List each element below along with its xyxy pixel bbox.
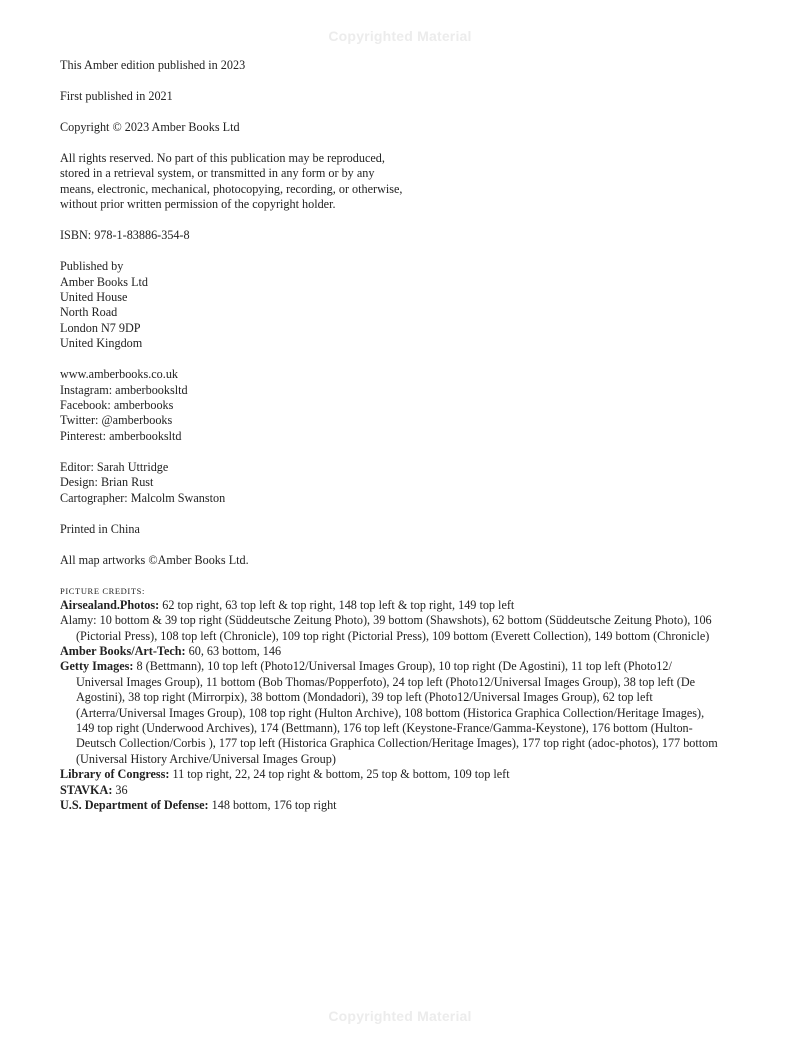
credit-text: 11 top right, 22, 24 top right & bottom, 25 top & bottom, 109 top left: [169, 767, 510, 782]
watermark-top: Copyrighted Material: [328, 28, 472, 44]
web-contacts: [60, 367, 720, 444]
publisher-address: [60, 259, 720, 351]
web-line: Instagram: amberbooksltd: [60, 382, 188, 397]
staff-line: Design: Brian Rust: [60, 475, 154, 490]
web-line: Pinterest: amberbooksltd: [60, 428, 182, 443]
rights-line: stored in a retrieval system, or transmitted in any form or by any: [60, 166, 375, 181]
publisher-line: London N7 9DP: [60, 320, 141, 335]
credit-entry: [60, 783, 720, 798]
credit-entry: [60, 798, 720, 813]
credit-entry: [60, 659, 720, 767]
publisher-line: Amber Books Ltd: [60, 274, 149, 289]
credit-text: 148 bottom, 176 top right: [208, 797, 337, 812]
credit-text: 62 top right, 63 top left & top right, 148 top left & top right, 149 top left: [159, 597, 515, 612]
credit-source: U.S. Department of Defense:: [60, 797, 209, 812]
publisher-line: United Kingdom: [60, 336, 143, 351]
publisher-line: North Road: [60, 305, 118, 320]
rights-line: means, electronic, mechanical, photocopying, recording, or otherwise,: [60, 181, 403, 196]
credit-text: Alamy: 10 bottom & 39 top right (Süddeutsche Zeitung Photo), 39 bottom (Shawshots), 62 bottom (Süddeutsche Zeitung Photo), 106 (Pictorial Press), 108 top left (Chronicle), 109 top right (Pictorial Press), 109 bottom (Everett Collection), 149 bottom (Chronicle): [60, 613, 712, 643]
credit-source: Airsealand.Photos:: [60, 597, 160, 612]
copyright-line: Copyright © 2023 Amber Books Ltd: [60, 120, 240, 134]
web-line: www.amberbooks.co.uk: [60, 367, 179, 382]
credit-source: STAVKA:: [60, 782, 113, 797]
web-line: Facebook: amberbooks: [60, 398, 174, 413]
map-note: All map artworks ©Amber Books Ltd.: [60, 552, 249, 567]
rights-statement: [60, 151, 720, 213]
credit-source: Library of Congress:: [60, 767, 170, 782]
credit-text: 8 (Bettmann), 10 top left (Photo12/Universal Images Group), 10 top right (De Agostini), 11 top left (Photo12/ Universal Images Group), 11 bottom (Bob Thomas/Popperfoto), 24 top left (Photo12/Universal Images Group), 38 top left (De Agostini), 38 top right (Mirrorpix), 38 bottom (Mondadori), 39 top left (Photo12/Universal Images Group), 62 top left (Arterra/Universal Images Group), 108 top right (Hulton Archive), 108 bottom (Historica Graphica Collection/Heritage Images), 149 top right (Underwood Archives), 174 (Bettmann), 176 top left (Keystone-France/Gamma-Keystone), 176 bottom (Hulton-Deutsch Collection/Corbis ), 177 top left (Historica Graphica Collection/Heritage Images), 177 top right (adoc-photos), 177 bottom (Universal History Archive/Universal Images Group): [76, 659, 718, 766]
rights-line: without prior written permission of the copyright holder.: [60, 197, 336, 212]
publisher-line: United House: [60, 290, 128, 305]
credit-text: 36: [112, 782, 128, 797]
edition-line: This Amber edition published in 2023: [60, 58, 246, 72]
picture-credits-title: PICTURE CREDITS:: [60, 585, 145, 596]
staff-line: Cartographer: Malcolm Swanston: [60, 490, 226, 505]
credit-entry: [60, 613, 720, 644]
credit-entry: [60, 644, 720, 659]
staff-credits: [60, 460, 720, 506]
web-line: Twitter: @amberbooks: [60, 413, 173, 428]
publisher-line: Published by: [60, 259, 124, 274]
credit-text: 60, 63 bottom, 146: [185, 643, 282, 658]
credit-entry: [60, 767, 720, 782]
staff-line: Editor: Sarah Uttridge: [60, 459, 169, 474]
copyright-page: [60, 58, 720, 813]
isbn-line: ISBN: 978-1-83886-354-8: [60, 228, 190, 243]
watermark-bottom: Copyrighted Material: [328, 1008, 472, 1024]
first-published-line: First published in 2021: [60, 89, 173, 103]
rights-line: All rights reserved. No part of this publication may be reproduced,: [60, 151, 385, 165]
credit-source: Amber Books/Art-Tech:: [60, 643, 186, 658]
printed-line: Printed in China: [60, 521, 140, 536]
credit-source: Getty Images:: [60, 659, 134, 674]
credit-entry: [60, 598, 720, 613]
